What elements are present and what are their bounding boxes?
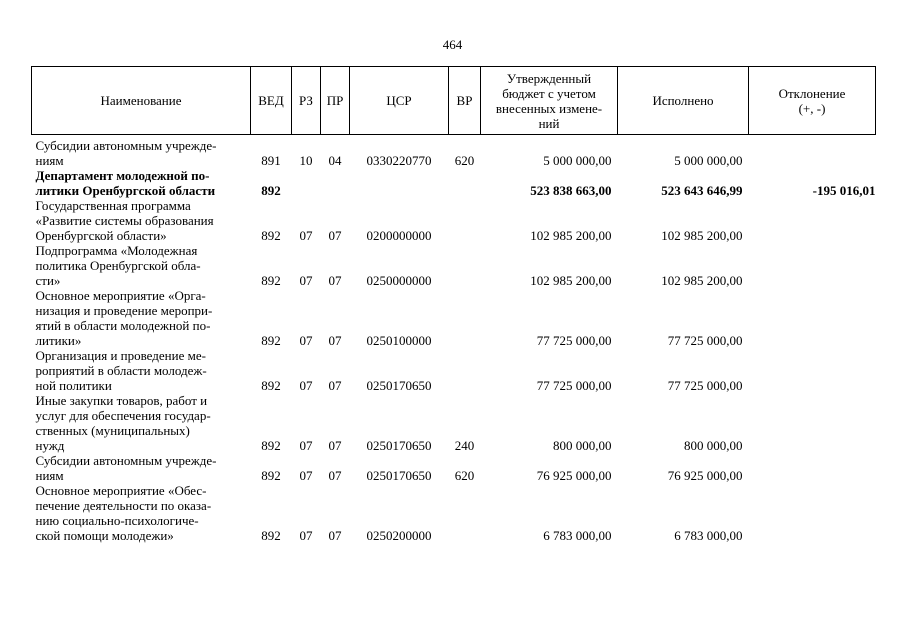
row-name <box>32 348 251 393</box>
row-name-line: Основное мероприятие «Обес- <box>35 483 207 498</box>
row-deviation <box>749 243 876 288</box>
row-name-line: литики» <box>35 333 82 348</box>
header-budget-line: бюджет с учетом <box>502 85 596 101</box>
row-budget: 800 000,00 <box>553 438 612 453</box>
row-name-line: Организация и проведение ме- <box>35 348 206 363</box>
header-budget <box>481 67 618 135</box>
row-name-line: ной политики <box>35 378 112 393</box>
row-rz: 07 <box>299 378 313 393</box>
row-name-line: роприятий в области молодеж- <box>35 363 207 378</box>
row-csr: 0250200000 <box>366 528 432 543</box>
row-name <box>32 168 251 198</box>
row-executed: 102 985 200,00 <box>661 228 743 243</box>
header-budget-line: внесенных измене- <box>495 100 603 116</box>
row-deviation <box>749 453 876 483</box>
row-pr: 07 <box>328 273 342 288</box>
row-rz: 10 <box>299 153 313 168</box>
table-row <box>32 453 876 483</box>
row-budget: 77 725 000,00 <box>536 378 612 393</box>
row-executed: 77 725 000,00 <box>667 378 743 393</box>
row-name-line: Оренбургской области» <box>35 228 167 243</box>
row-executed: 5 000 000,00 <box>674 153 743 168</box>
row-budget: 76 925 000,00 <box>536 468 612 483</box>
row-executed: 800 000,00 <box>684 438 743 453</box>
row-pr: 07 <box>328 438 342 453</box>
row-pr <box>321 168 350 198</box>
row-deviation: -195 016,01 <box>812 183 876 198</box>
row-pr: 07 <box>328 528 342 543</box>
header-deviation <box>749 67 876 135</box>
table-row <box>32 168 876 198</box>
row-deviation <box>749 288 876 348</box>
row-name-line: Подпрограмма «Молодежная <box>35 243 198 258</box>
row-pr: 07 <box>328 468 342 483</box>
row-executed: 6 783 000,00 <box>674 528 743 543</box>
row-vr <box>449 288 481 348</box>
row-name-line: услуг для обеспечения государ- <box>35 408 211 423</box>
row-name-line: низация и проведение меропри- <box>35 303 213 318</box>
row-name-line: ской помощи молодежи» <box>35 528 174 543</box>
row-ved: 892 <box>261 183 281 198</box>
header-executed: Исполнено <box>618 67 749 135</box>
header-rz: РЗ <box>292 67 321 135</box>
row-vr: 620 <box>454 468 475 483</box>
row-name-line: Основное мероприятие «Орга- <box>35 288 206 303</box>
row-name-line: литики Оренбургской области <box>35 183 216 198</box>
row-name <box>32 135 251 169</box>
header-name: Наименование <box>32 67 251 135</box>
header-deviation-line: Отклонение <box>778 85 846 101</box>
row-csr: 0250170650 <box>366 378 432 393</box>
row-vr <box>449 243 481 288</box>
row-name-line: сти» <box>35 273 61 288</box>
row-budget: 523 838 663,00 <box>530 183 612 198</box>
row-vr: 240 <box>454 438 475 453</box>
row-name-line: политика Оренбургской обла- <box>35 258 201 273</box>
row-budget: 6 783 000,00 <box>543 528 612 543</box>
row-name-line: Субсидии автономным учрежде- <box>35 138 217 153</box>
row-name <box>32 453 251 483</box>
row-budget: 102 985 200,00 <box>530 228 612 243</box>
row-vr <box>449 168 481 198</box>
row-vr <box>449 348 481 393</box>
row-deviation <box>749 483 876 543</box>
row-name-line: ятий в области молодежной по- <box>35 318 211 333</box>
row-name <box>32 243 251 288</box>
row-csr: 0250170650 <box>366 468 432 483</box>
table-row <box>32 135 876 169</box>
row-name-line: Департамент молодежной по- <box>35 168 210 183</box>
row-ved: 892 <box>261 378 281 393</box>
row-rz: 07 <box>299 228 313 243</box>
row-name-line: ственных (муниципальных) <box>35 423 190 438</box>
row-name <box>32 288 251 348</box>
row-name-line: Государственная программа <box>35 198 191 213</box>
header-vr: ВР <box>449 67 481 135</box>
row-deviation <box>749 348 876 393</box>
row-deviation <box>749 198 876 243</box>
table-header <box>32 67 876 135</box>
row-rz: 07 <box>299 273 313 288</box>
row-ved: 892 <box>261 438 281 453</box>
row-name-line: Иные закупки товаров, работ и <box>35 393 208 408</box>
budget-table <box>31 66 876 543</box>
row-csr: 0330220770 <box>366 153 432 168</box>
header-csr: ЦСР <box>350 67 449 135</box>
table-row <box>32 393 876 453</box>
row-vr <box>449 483 481 543</box>
row-name-line: Субсидии автономным учрежде- <box>35 453 217 468</box>
row-executed: 102 985 200,00 <box>661 273 743 288</box>
row-pr: 07 <box>328 378 342 393</box>
row-rz: 07 <box>299 438 313 453</box>
row-ved: 892 <box>261 528 281 543</box>
row-rz: 07 <box>299 468 313 483</box>
header-budget-line: Утвержденный <box>506 70 592 86</box>
row-ved: 892 <box>261 468 281 483</box>
table-body <box>32 135 876 544</box>
row-csr <box>350 168 449 198</box>
row-rz: 07 <box>299 333 313 348</box>
header-deviation-line: (+, -) <box>798 100 826 116</box>
row-name-line: ниям <box>35 153 64 168</box>
row-deviation <box>749 135 876 169</box>
header-pr: ПР <box>321 67 350 135</box>
table-row <box>32 243 876 288</box>
row-vr <box>449 198 481 243</box>
row-name-line: нужд <box>35 438 65 453</box>
row-ved: 891 <box>261 153 281 168</box>
row-rz <box>292 168 321 198</box>
row-ved: 892 <box>261 273 281 288</box>
row-name <box>32 198 251 243</box>
header-budget-line: ний <box>538 115 560 131</box>
row-ved: 892 <box>261 333 281 348</box>
row-csr: 0250000000 <box>366 273 432 288</box>
header-ved: ВЕД <box>251 67 292 135</box>
row-budget: 102 985 200,00 <box>530 273 612 288</box>
row-executed: 77 725 000,00 <box>667 333 743 348</box>
row-name-line: нию социально-психологиче- <box>35 513 199 528</box>
row-executed: 76 925 000,00 <box>667 468 743 483</box>
row-csr: 0250170650 <box>366 438 432 453</box>
row-name-line: ниям <box>35 468 64 483</box>
page-number: 464 <box>442 37 463 52</box>
row-rz: 07 <box>299 528 313 543</box>
row-executed: 523 643 646,99 <box>661 183 743 198</box>
table-row <box>32 483 876 543</box>
row-pr: 07 <box>328 228 342 243</box>
row-csr: 0200000000 <box>366 228 432 243</box>
table-row <box>32 198 876 243</box>
row-pr: 07 <box>328 333 342 348</box>
table-row <box>32 348 876 393</box>
row-budget: 5 000 000,00 <box>543 153 612 168</box>
row-name <box>32 483 251 543</box>
row-name <box>32 393 251 453</box>
row-name-line: печение деятельности по оказа- <box>35 498 212 513</box>
row-pr: 04 <box>328 153 342 168</box>
row-ved: 892 <box>261 228 281 243</box>
row-vr: 620 <box>454 153 475 168</box>
row-name-line: «Развитие системы образования <box>35 213 214 228</box>
table-row <box>32 288 876 348</box>
row-deviation <box>749 393 876 453</box>
row-budget: 77 725 000,00 <box>536 333 612 348</box>
row-csr: 0250100000 <box>366 333 432 348</box>
